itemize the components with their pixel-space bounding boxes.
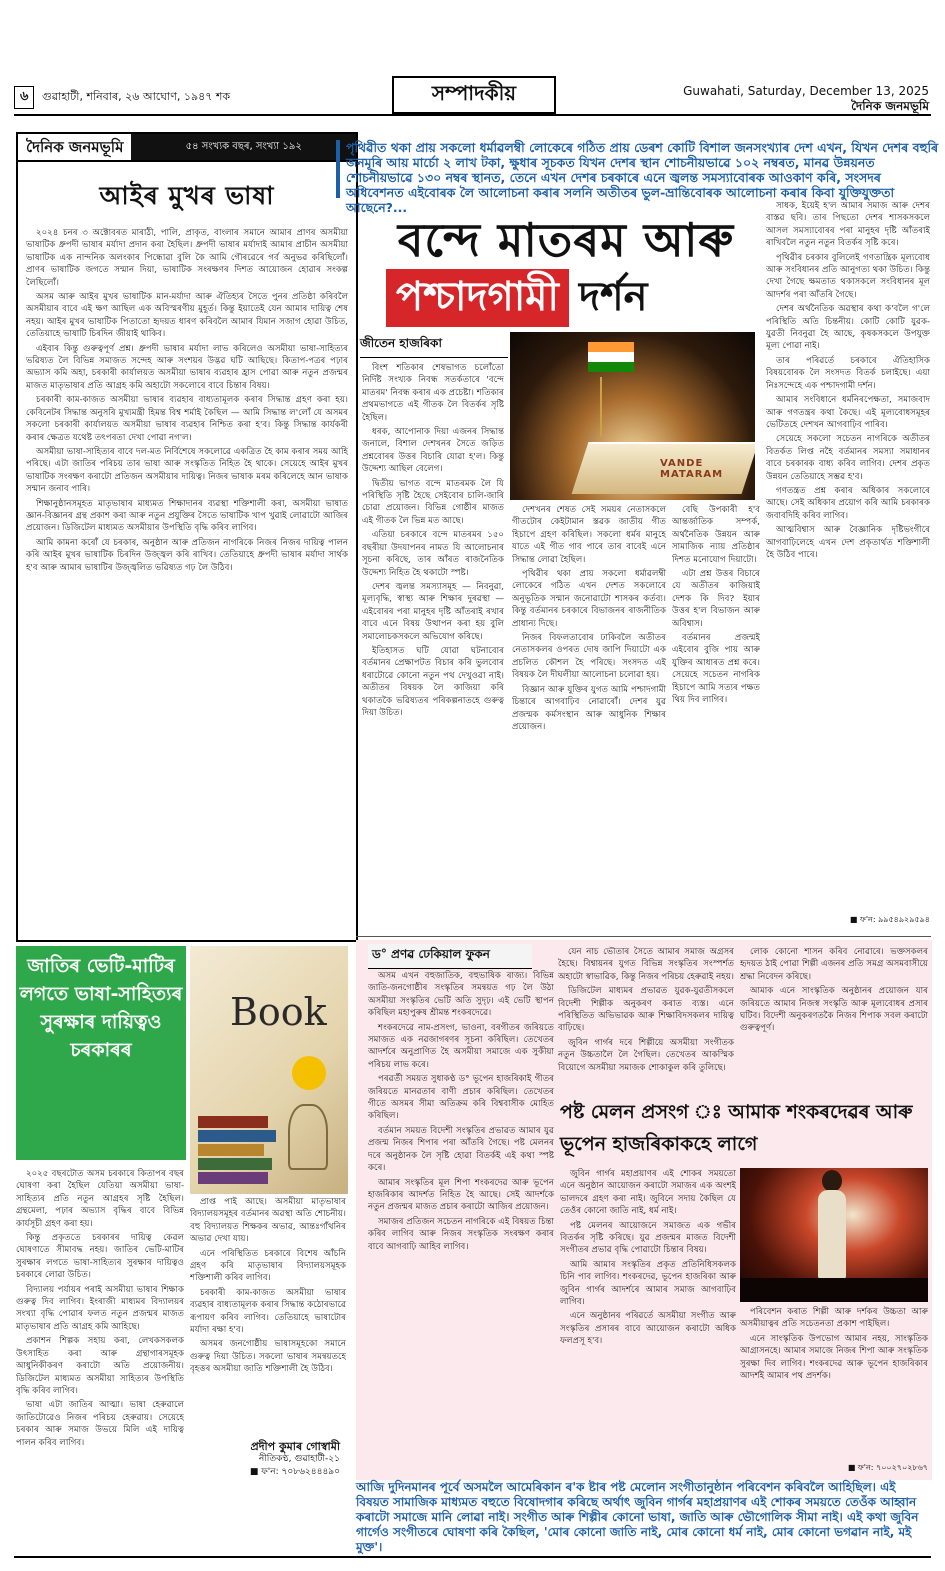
article-paragraph: আমাৰ সংস্কৃতিৰ মূল শিপা শংকৰদেৱ আৰু ভূপেন হাজৰিকাৰ আদৰ্শত নিহিত হৈ আছে। সেই আদৰ্শকে নতুন প্ৰজন্মৰ মাজত প্ৰচাৰ কৰাটো আজিৰ প্ৰয়োজন। [368,1177,554,1213]
article-paragraph: আত্মবিশ্বাস আৰু বৈজ্ঞানিক দৃষ্টিভংগীৰে আগবাঢ়িলেহে এখন দেশ প্ৰকৃতাৰ্থত শক্তিশালী হৈ উঠিব পাৰে। [766,525,930,560]
header-date-english: Guwahati, Saturday, December 13, 2025 [683,84,929,98]
article-paragraph: আমাৰ সংবিধানে ধৰ্মনিৰপেক্ষতা, সমাজবাদ আৰু গণতন্ত্ৰৰ কথা কৈছে। এই মূল্যবোধসমূহৰ ভেটিতহে দেশখন আগবাঢ়িব পাৰিব। [766,395,930,430]
main-article-column-3 [672,504,760,929]
main-article-phone: ■ ফ'ন: ৯৯৫৪৯২৯৫৯৪ [849,915,930,924]
article3-column-2 [558,946,734,1086]
editorial-paragraph: অসমীয়া ভাষা-সাহিত্যৰ বাবে দল-মত নিৰ্বিশেষে সকলোৱে একত্ৰিত হৈ কাম কৰাৰ সময় আহি পৰিছে। এটা জাতিৰ পৰিচয় তাৰ ভাষা আৰু সংস্কৃতিত নিহিত হৈ থাকে। সেয়েহে আইৰ মুখৰ ভাষাটিক সংৰক্ষণ কৰাটো প্ৰতিজন অসমীয়াৰ দায়িত্ব। নিজৰ ভাষাক মৰম কৰিলেহে আন ভাষাক সন্মান জনাব পাৰি। [26,446,348,495]
article-paragraph: দ্বিতীয় ভাগত বন্দে মাতৰমক লৈ যি পৰিস্থিতি সৃষ্টি হৈছে সেইবোৰ চালি-জাৰি চোৱা প্ৰয়োজন। বিভিন্ন গোষ্ঠীৰ মাজত এই গীতক লৈ ভিন্ন মত আছে। [362,478,504,526]
editorial-masthead-bar [18,134,356,162]
article2-phone: ■ ফ'ন: ৭০৮৬২৪৪৪৯০ [249,1467,340,1477]
editorial-box [16,132,358,942]
article-paragraph: এনে সাংস্কৃতিক উপভোগ আমাৰ নহয়, সাংস্কৃতিক আগ্ৰাসনহে। আমাৰ সমাজে নিজৰ শিপা আৰু সংস্কৃতিক সুৰক্ষা দিব লাগিব। শংকৰদেৱ আৰু ভূপেন হাজৰিকাৰ আদৰ্শই আমাৰ পথ প্ৰদৰ্শক। [740,1333,928,1382]
editorial-paragraph: চৰকাৰী কাম-কাজত অসমীয়া ভাষাৰ ব্যৱহাৰ বাধ্যতামূলক কৰাৰ সিদ্ধান্ত গ্ৰহণ কৰা হয়। কেবিনেটৰ সিদ্ধান্ত অনুসৰি মুখ্যমন্ত্ৰী হিমন্ত বিশ্ব শৰ্মাই কৈছিল — আমি সিদ্ধান্ত ল'লোঁ যে অসমৰ সকলো চৰকাৰী কাৰ্যালয়ত অসমীয়া ভাষাৰ ব্যৱহাৰ নিশ্চিত কৰা হ'ব। কিন্তু সিদ্ধান্ত কাৰ্যকৰী কৰাৰ ক্ষেত্ৰত যথেষ্ট তৎপৰতা দেখা পোৱা নগ'ল। [26,395,348,443]
section-divider [356,936,931,937]
article2-heading: জাতিৰ ভেটি-মাটিৰ লগতে ভাষা-সাহিত্যৰ সুৰক্ষাৰ দায়িত্বও চৰকাৰৰ [16,946,186,1160]
article-paragraph: বৰ্তমানৰ প্ৰজন্মই এইবোৰ বুজি পায় আৰু যুক্তিৰ আধাৰত প্ৰশ্ন কৰে। সেয়েহে সচেতন নাগৰিক হিচাপে আমি সত্যৰ পক্ষত থিয় দিব লাগিব। [672,633,760,706]
main-article-author: জীতেন হাজৰিকা [360,335,508,358]
article-paragraph: ভাষা এটা জাতিৰ আত্মা। ভাষা হেৰুৱালে জাতিটোৱেও নিজৰ পৰিচয় হেৰুৱায়। সেয়েহে চৰকাৰ আৰু সমাজ উভয়ে মিলি এই দায়িত্ব পালন কৰিব লাগিব। [16,1400,184,1448]
editorial-paragraph: ২০২৪ চনৰ ৩ অক্টোবৰত মাৰাঠী, পালি, প্ৰাকৃত, বাংলাৰ সমানে আমাৰ প্ৰাণৰ অসমীয়া ভাষাটিক ধ্ৰুপদী ভাষাৰ মৰ্যাদা প্ৰদান কৰা হৈছিল। ধ্ৰুপদী ভাষাৰ মৰ্যাদাই আমাৰ প্ৰাচীন অসমীয়া ভাষাটিক এক নান্দনিক অলংকাৰ পিন্ধোৱা বুলি কৈ আমি গৌৰৱেৰে গৰ্ব অনুভৱ কৰিছিলোঁ। প্ৰাণৰ ভাষাটিক জগতে সন্মান দিয়া, ভাষাটিক সংৰক্ষণৰ দিশত আয়োজন হোৱাৰ সংকল্প লৈছিলোঁ। [26,228,348,288]
main-article-title-line1: বন্দে মাতৰম আৰু [397,213,735,267]
singer-head-icon [822,1170,842,1192]
article-paragraph: এনে অনুষ্ঠানৰ পৰিৱৰ্তে অসমীয়া সংগীত আৰু সংস্কৃতিৰ প্ৰসাৰৰ বাবে আয়োজন কৰাটো অধিক ফলপ্ৰসূ হ'ব। [560,1311,736,1347]
article3-column-4 [560,1168,736,1458]
main-article-column-1 [362,362,504,929]
book-illustration [190,946,348,1194]
article-paragraph: পৰিবেশন কৰাত শিল্পী আৰু দৰ্শকৰ উচ্চতা আৰু অসমীয়াত্বৰ প্ৰতি সচেতনতা প্ৰকাশ পাইছিল। [740,1307,928,1330]
header-right [683,84,929,114]
bottom-highlight-note: আজি দুদিনমানৰ পূৰ্বে অসমলৈ আমেৰিকান ৰ'ক ষ্টাৰ পষ্ট মেলোন সংগীতানুষ্ঠান পৰিবেশন কৰিবলৈ আহিছিল। এই বিষয়ত সামাজিক মাধ্যমত বহুতে বিষোদগাৰ কৰিছে অৰ্থাৎ জুবিন গাৰ্গৰ মহাপ্ৰয়াণৰ এই শোকৰ সময়তে তেওঁক আহ্বান কৰাটো সমাজে মানি লোৱা নাই। সংগীত আৰু শিল্পীৰ কোনো ভাষা, জাতি আৰু ভৌগোলিক সীমা নাই। এই কথা জুবিন গাৰ্গেও সংগীতৰে ঘোষণা কৰি কৈছিল, 'মোৰ কোনো জাতি নাই, মোৰ কোনো ধৰ্ম নাই, মোৰ কোনো ভগৱান নাই, মই মুক্ত'। [356,1480,919,1554]
article-paragraph: এটা প্ৰশ্ন উত্তৰ বিচাৰে যে অতীতৰ কাজিয়াই দেশক কি দিব? ইয়াৰ উত্তৰ হ'ল বিভাজন আৰু অবিশ্বাস। [672,569,760,629]
main-article-title-black: দৰ্শন [578,273,648,320]
section-title: সম্পাদকীয় [392,76,556,114]
editorial-body [26,227,348,951]
article-paragraph: জুবিন গাৰ্গৰ দৰে শিল্পীয়ে অসমীয়া সংগীতক নতুন উচ্চতালৈ লৈ গৈছিল। তেখেতৰ আকস্মিক বিয়োগে অসমীয়া সমাজক শোকাকুল কৰি তুলিছে। [558,1037,734,1073]
article-paragraph: পৰৱৰ্তী সময়ত সুধাকণ্ঠ ড° ভূপেন হাজৰিকাই গীতৰ জৰিয়তে মানৱতাৰ বাণী প্ৰচাৰ কৰিছিল। তেখেতৰ গীতে অসমৰ সীমা অতিক্ৰম কৰি বিশ্ববাসীক মোহিত কৰিছিল। [368,1074,554,1122]
organic-seal-icon [292,1056,326,1090]
article-paragraph: যেন নাচ ভৌতাৰ সৈতে আমাৰ সমাজ অগ্ৰসৰ হৈছে। বিশ্বায়নৰ যুগত বিভিন্ন সংস্কৃতিৰ সংস্পৰ্শত অহাটো স্বাভাৱিক, কিন্তু নিজৰ পৰিচয় হেৰুৱাই নহয়। [558,947,734,982]
concert-photo [740,1168,928,1302]
editorial-volume: ৫৪ সংখ্যক বছৰ, সংখ্যা ১৯২ [131,134,356,160]
header-date-assamese: গুৱাহাটী, শনিবাৰ, ২৬ আঘোণ, ১৯৪৭ শক [41,90,231,103]
article-paragraph: ধৰক, আপোনাক দিয়া এজনৰ সিদ্ধান্ত জনালে, বিশাল দেশখনৰ সৈতে জড়িত প্ৰশ্নবোৰৰ উত্তৰ বিচাৰি যোৱা হ'ল। কিন্তু উদ্দেশ্য আছিল বেলেগ। [362,427,504,475]
vande-mataram-photo [510,332,755,500]
article-paragraph: নিজৰ বিফলতাবোৰ ঢাকিবলৈ অতীতৰ নেতাসকলৰ ওপৰত দোষ জাপি দিয়াটো এক প্ৰচলিত কৌশল হৈ পৰিছে। সংসদত এই বিষয়ক লৈ দীঘলীয়া আলোচনা চলোৱা হয়। [512,633,666,681]
article2-column-2 [190,1196,346,1432]
article-paragraph: বেছি উপকাৰী হ'ব আন্তৰ্জাতিক সম্পৰ্ক, অৰ্থনৈতিক উন্নয়ন আৰু সামাজিক ন্যায় প্ৰতিষ্ঠাৰ দিশত মনোযোগ দিয়াটো। [672,505,760,565]
main-article-lead: পৃথিৱীত থকা প্ৰায় সকলো ধৰ্মাৱলম্বী লোকেৰে গঠিত প্ৰায় ডেৰশ কোটি বিশাল জনসংখ্যাৰ দেশ এখন, যিখন দেশৰ বহুৰি জনমূৰি আয় মাৰ্চো ২ লাখ টকা, ক্ষুধাৰ সূচকত যিখন দেশৰ স্থান শোচনীয়ভাৱে ১০২ নম্বৰত, মানৱ উন্নয়নত শোচনীয়ভাৱে ১৩০ নম্বৰ স্থানত, তেনে এখন দেশৰ চৰকাৰে এনে জ্বলন্ত সমস্যাবোৰক আওকাণ কৰি, সংসদৰ অধিবেশনত এইবোৰক লৈ আলোচনা কৰাৰ সলনি অতীতৰ ভুল-ভ্ৰান্তিবোৰক আলোচনা কৰাৰ কিবা যুক্তিযুক্ততা আছেনে?... [336,140,942,198]
article-paragraph: বিজ্ঞান আৰু যুক্তিৰ যুগত আমি পশ্চাদগামী চিন্তাৰে আগবাঢ়িব নোৱাৰোঁ। দেশৰ যুৱ প্ৰজন্মক কৰ্মসংস্থান আৰু আধুনিক শিক্ষাৰ প্ৰয়োজন। [512,684,666,732]
article-paragraph: অসম এখন বহুজাতিক, বহুভাষিক ৰাজ্য। বিভিন্ন জাতি-জনগোষ্ঠীৰ সংস্কৃতিৰ সমন্বয়ত গঢ় লৈ উঠা অসমীয়া সংস্কৃতিৰ ভেটি অতি সুদৃঢ়। এই ভেটি স্থাপন কৰিছিল মহাপুৰুষ শ্ৰীমন্ত শংকৰদেৱে। [368,971,554,1019]
article-paragraph: ডিজিটেল মাধ্যমৰ প্ৰভাৱত যুৱক-যুৱতীসকলে বিদেশী শিল্পীক অনুকৰণ কৰাত ব্যস্ত। এনে পৰিস্থিতিত অভিভাৱক আৰু শিক্ষাবিদসকলৰ দায়িত্ব বাঢ়িছে। [558,986,734,1034]
editorial-paragraph: এইবাৰ কিন্তু গুৰুত্বপূৰ্ণ প্ৰশ্ন। ধ্ৰুপদী ভাষাৰ মৰ্যাদা লাভ কৰিলেও অসমীয়া ভাষা-সাহিত্যৰ ভৱিষ্যত লৈ বিভিন্ন সমাজত সন্দেহ আৰু সংশয়ৰ উদ্ভৱ ঘটি আছিছে। কিতাপ-পত্ৰৰ পঢ়াৰ অভ্যাস কমি অহা, চৰকাৰী কাৰ্যালয়ত অসমীয়া ভাষাৰ ব্যৱহাৰ হ্ৰাস পোৱা আৰু নতুন প্ৰজন্মৰ মাজত মাতৃভাষাৰ প্ৰতি আগ্ৰহ কমি অহাটো সকলোৰে বাবে চিন্তাৰ বিষয়। [26,343,348,391]
article3-column-3 [740,946,928,1094]
page-number: ৬ [14,86,34,109]
main-article-column-2 [512,504,666,929]
article3-author: ড° প্ৰণৱ ঢেকিয়াল ফুকন [368,944,532,969]
main-article-column-4 [766,200,930,910]
article-paragraph: আমাক এনে সাংস্কৃতিক অনুষ্ঠানৰ প্ৰয়োজন যাৰ জৰিয়তে আমাৰ নিজস্ব সংস্কৃতি আৰু মূল্যবোধৰ প্ৰসাৰ ঘটিব। বিদেশী অনুকৰণতকৈ নিজৰ শিপাক সবল কৰাটো গুৰুত্বপূৰ্ণ। [740,986,928,1034]
article-paragraph: বিংশ শতিকাৰ শেষভাগত চলোঁতো নিৰ্দিষ্ট সংখ্যক নিবন্ধ সতৰ্কতাৰে 'বন্দে মাতৰম' নিবন্ধ কৰাৰ এক প্ৰচেষ্টা। শতিকাৰ প্ৰথমভাগতে এই গীতক লৈ বিতৰ্কৰ সৃষ্টি হৈছিল। [362,363,504,423]
article-paragraph: এতিয়া চৰকাৰে বন্দে মাতৰমৰ ১৫০ বছৰীয়া উদযাপনৰ নামত যি আলোচনাৰ সূচনা কৰিছে, তাৰ আঁৰত ৰাজনৈতিক উদ্দেশ্য নিহিত হৈ থকাটো স্পষ্ট। [362,530,504,578]
article-paragraph: আমি আমাৰ সংস্কৃতিৰ প্ৰকৃত প্ৰতিনিধিসকলক চিনি পাব লাগিব। শংকৰদেৱ, ভূপেন হাজৰিকা আৰু জুবিন গাৰ্গৰ আদৰ্শৰে আমাৰ সমাজ আগবাঢ়িব লাগিব। [560,1259,736,1308]
article-paragraph: সাধক, ইয়েই হ'ল আমাৰ সমাজ আৰু দেশৰ বাস্তৱ ছবি। তাৰ পিছতো দেশৰ শাসকসকলে আসল সমস্যাবোৰৰ পৰা মানুহৰ দৃষ্টি আঁতৰাই ৰাখিবলৈ নতুন নতুন বিতৰ্কৰ সৃষ্টি কৰে। [766,201,930,249]
article-paragraph: ২০২৫ বছৰটোত অসম চৰকাৰে কিতাপৰ বছৰ ঘোষণা কৰা হৈছিল যেতিয়া অসমীয়া ভাষা-সাহিত্যৰ প্ৰতি নতুন আগ্ৰহৰ সৃষ্টি হৈছিল। গ্ৰন্থমেলা, পঢ়াৰ অভ্যাস বৃদ্ধিৰ বাবে বিভিন্ন কাৰ্যসূচী গ্ৰহণ কৰা হয়। [16,1169,184,1229]
flag-icon [588,342,634,372]
article-paragraph: সেয়েহে সকলো সচেতন নাগৰিকে অতীতৰ বিতৰ্কত লিপ্ত নহৈ বৰ্তমানৰ সমস্যা সমাধানৰ বাবে চৰকাৰক বাধ্য কৰিব লাগিব। দেশৰ প্ৰকৃত উন্নয়ন তেতিয়াহে সম্ভৱ হ'ব। [766,434,930,482]
article3-column-5 [740,1306,928,1458]
article2-column-1 [16,1168,184,1478]
article3-phone: ■ ফ'ন: ৭০০২৭০২৮৬৭ [847,1463,928,1472]
editorial-paragraph: শিক্ষানুষ্ঠানসমূহত মাতৃভাষাৰ মাধ্যমত শিক্ষাদানৰ ব্যৱস্থা শক্তিশালী কৰা, অসমীয়া ভাষাত জ্ঞান-বিজ্ঞানৰ গ্ৰন্থ প্ৰকাশ কৰা আৰু নতুন প্ৰযুক্তিৰ সৈতে ভাষাটিক খাপ খুৱাই লোৱাটো আজিৰ প্ৰয়োজন। ডিজিটেল মাধ্যমত অসমীয়াৰ উপস্থিতি বৃদ্ধি কৰিব লাগিব। [26,498,348,534]
article-paragraph: পৃথিৱীৰ চৰকাৰ বুলিলেই গণতান্ত্ৰিক মূল্যবোধ আৰু সংবিধানৰ প্ৰতি আনুগত্য থকা উচিত। কিন্তু দেখা গৈছে ক্ষমতাত থকাসকলে সংবিধানৰ মূল আদৰ্শৰ পৰা আঁতৰি গৈছে। [766,252,930,300]
article-paragraph: পষ্ট মেলনৰ আয়োজনে সমাজত এক গভীৰ বিতৰ্কৰ সৃষ্টি কৰিছে। যুৱ প্ৰজন্মৰ মাজত বিদেশী সংগীতৰ প্ৰভাৱ বৃদ্ধি পোৱাটো চিন্তাৰ বিষয়। [560,1220,736,1256]
article-paragraph: সমাজৰ প্ৰতিজন সচেতন নাগৰিকে এই বিষয়ত চিন্তা কৰিব লাগিব আৰু নিজৰ সংস্কৃতিক সংৰক্ষণ কৰাৰ বাবে আগবাঢ়ি আহিব লাগিব। [368,1216,554,1252]
header-rule [14,114,931,116]
article-paragraph: দেশৰ অৰ্থনৈতিক অৱস্থাৰ কথা ক'বলৈ গ'লে পৰিস্থিতি অতি চিন্তনীয়। কোটি কোটি যুৱক-যুৱতী নিবনুৱা হৈ আছে, কৃষকসকলে উপযুক্ত মূল্য পোৱা নাই। [766,304,930,352]
scales-of-justice-icon [600,377,642,437]
header-left [14,86,230,109]
article-paragraph: প্ৰকাশন শিল্পক সহায় কৰা, লেখকসকলক উৎসাহিত কৰা আৰু গ্ৰন্থাগাৰসমূহক আধুনিকীকৰণ কৰাটো অতি প্ৰয়োজনীয়। ডিজিটেল মাধ্যমত অসমীয়া সাহিত্যৰ উপস্থিতি বৃদ্ধি কৰিব লাগিব। [16,1336,184,1396]
main-article-title-line2 [386,268,766,328]
editorial-title: আইৰ মুখৰ ভাষা [99,181,275,210]
article-paragraph: এনে পৰিস্থিতিত চৰকাৰে বিশেষ আঁচনি গ্ৰহণ কৰি মাতৃভাষাৰ বিদ্যালয়সমূহক শক্তিশালী কৰিব লাগিব। [190,1248,346,1284]
oil-lamp-icon [288,1104,328,1170]
header-brand: দৈনিক জনমভূমি [851,99,929,113]
main-article-title-red: পশ্চাদগামী [386,269,569,327]
article-paragraph: কিন্তু প্ৰকৃততে চৰকাৰৰ দায়িত্ব কেৱল ঘোষণাতে সীমাবদ্ধ নহয়। জাতিৰ ভেটি-মাটিৰ সুৰক্ষাৰ লগতে ভাষা-সাহিত্যৰ সুৰক্ষাৰ দায়িত্বও চৰকাৰে লোৱা উচিত। [16,1233,184,1281]
article-paragraph: পৃথিৱীৰ থকা প্ৰায় সকলো ধৰ্মাৱলম্বী লোকেৰে গঠিত এখন দেশত সকলোৰে অনুভূতিক সন্মান জনোৱাটো শাসকৰ কৰ্তব্য। কিন্তু বৰ্তমানৰ চৰকাৰে বিভাজনৰ ৰাজনীতিক প্ৰাধান্য দিছে। [512,569,666,629]
article-paragraph: বৰ্তমান সময়ত বিদেশী সংস্কৃতিৰ প্ৰভাৱত আমাৰ যুৱ প্ৰজন্ম নিজৰ শিপাৰ পৰা আঁতৰি গৈছে। পষ্ট মেলনৰ দৰে অনুষ্ঠানক লৈ সৃষ্টি হোৱা বিতৰ্কই এই কথা স্পষ্ট কৰে। [368,1125,554,1174]
article-paragraph: শংকৰদেৱে নাম-প্ৰসংগ, ভাওনা, বৰগীতৰ জৰিয়তে সমাজত এক নৱজাগৰণৰ সূচনা কৰিছিল। তেখেতৰ আদৰ্শৰে অনুপ্ৰাণিত হৈ অসমীয়া সমাজে এক সুকীয়া পৰিচয় লাভ কৰে। [368,1022,554,1070]
article2-author: প্ৰদীপ কুমাৰ গোস্বামী [250,1440,340,1453]
article-paragraph: ইতিহাসত ঘটি যোৱা ঘটনাবোৰ বৰ্তমানৰ প্ৰেক্ষাপটত বিচাৰ কৰি ভুলবোৰ ধৰাটোৱে কোনো নতুন পথ দেখুওৱা নাই। অতীতৰ বিষয়ক লৈ কাজিয়া কৰি থকাতকৈ ভৱিষ্যতৰ পৰিকল্পনাতহে গুৰুত্ব দিয়া উচিত। [362,645,504,718]
article-paragraph: চৰকাৰী কাম-কাজত অসমীয়া ভাষাৰ ব্যৱহাৰ বাধ্যতামূলক কৰাৰ সিদ্ধান্ত কঠোৰভাৱে ৰূপায়ণ কৰিব লাগিব। তেতিয়াহে ভাষাটোৰ মৰ্যাদা ৰক্ষা হ'ব। [190,1287,346,1336]
book-caption: VANDE MATARAM [660,458,724,480]
article3-column-1 [368,970,554,1480]
article-paragraph: তাৰ পৰিৱৰ্তে চৰকাৰে ঐতিহাসিক বিষয়বোৰক লৈ সংসদত বিতৰ্ক চলাইছে। এয়া নিঃসন্দেহে এক পশ্চাদগামী দৰ্শন। [766,355,930,391]
article-paragraph: দেশখনৰ শেষত সেই সময়ৰ নেতাসকলে গীতটোৰ কেইটামান স্তৱক জাতীয় গীত হিচাপে গ্ৰহণ কৰিছিল। সকলো ধৰ্মৰ মানুহে যাতে এই গীত গাব পাৰে তাৰ বাবেই এনে সিদ্ধান্ত লোৱা হৈছিল। [512,505,666,565]
editorial-masthead: দৈনিক জনমভূমি [18,134,131,160]
article2-signature [190,1440,340,1479]
article-paragraph: লোক কোনো শাসন কৰিব নোৱাৰে। ভক্তসকলৰ হৃদয়ত ঠাই পোৱা শিল্পী এজনৰ প্ৰতি সমগ্ৰ অসমবাসীয়ে শ্ৰদ্ধা নিবেদন কৰিছে। [740,947,928,982]
article-paragraph: অসমৰ জনগোষ্ঠীয় ভাষাসমূহকো সমানে গুৰুত্ব দিয়া উচিত। সকলো ভাষাৰ সমন্বয়তহে বৃহত্তৰ অসমীয়া জাতি শক্তিশালী হৈ উঠিব। [190,1339,346,1375]
article2-place: নীতিকণ্ঠ, গুৱাহাটী-২১ [258,1454,340,1464]
footer-rule [14,1556,931,1558]
editorial-paragraph: অসম আৰু আইৰ মুখৰ ভাষাটিক মান-মৰ্যাদা আৰু ঐতিহ্যৰ সৈতে পুনৰ প্ৰতিষ্ঠা কৰিবলৈ অসমীয়াৰ বাবে এই ক্ষণ আছিল এক অবিস্মৰণীয় মুহূৰ্ত। কিন্তু ইয়াতেই যেন আমাৰ দায়িত্ব শেষ নহয়। আইৰ মুখৰ ভাষাটিক পিতাতো হৃদয়ত ধাৰণ কৰিবলৈ আমাৰ যিমান সজাগ হোৱা উচিত, তেতিয়াহে ভাষাটি চিৰদিন জীয়াই থাকিব। [26,292,348,340]
singer-figure-icon [818,1190,846,1280]
article-paragraph: গণতন্ত্ৰত প্ৰশ্ন কৰাৰ অধিকাৰ সকলোৰে আছে। সেই অধিকাৰ প্ৰয়োগ কৰি আমি চৰকাৰক জবাবদিহি কৰিব লাগিব। [766,485,930,521]
book-stack-icon [198,1116,278,1186]
article3-title: পষ্ট মেলন প্ৰসংগ ঃ আমাক শংকৰদেৱৰ আৰু ভূপেন হাজৰিকাকহে লাগে [560,1101,913,1155]
article-paragraph: প্ৰাপ্ত পাই আছে। অসমীয়া মাতৃভাষাৰ বিদ্যালয়সমূহৰ বৰ্তমানৰ অৱস্থা অতি শোচনীয়। বহু বিদ্যালয়ত শিক্ষকৰ অভাৱ, আন্তঃগাঁথনিৰ অভাৱ দেখা যায়। [190,1197,346,1245]
article-paragraph: জুবিন গাৰ্গৰ মহাপ্ৰয়াণৰ এই শোকৰ সময়তো এনে অনুষ্ঠান আয়োজন কৰাটো সমাজৰ এক অংশই ভালদৰে গ্ৰহণ কৰা নাই। জুবিনে সদায় কৈছিল যে তেওঁৰ কোনো জাতি নাই, ধৰ্ম নাই। [560,1169,736,1217]
editorial-paragraph: আমি কামনা কৰোঁ যে চৰকাৰ, অনুষ্ঠান আৰু প্ৰতিজন নাগৰিকে নিজৰ নিজৰ দায়িত্ব পালন কৰি আইৰ মুখৰ ভাষাটিক চিৰদিন উজ্জ্বল কৰি ৰাখিব। তেতিয়াহে ধ্ৰুপদী ভাষাৰ মৰ্যাদা সাৰ্থক হ'ব আৰু আমাৰ ভাষাটিৰ উজ্জ্বলিত ভৱিষ্যত গঢ় লৈ উঠিব। [26,537,348,573]
article-paragraph: দেশৰ জ্বলন্ত সমস্যাসমূহ — নিবনুৱা, মূল্যবৃদ্ধি, স্বাস্থ্য আৰু শিক্ষাৰ দুৰৱস্থা — এইবোৰৰ পৰা মানুহৰ দৃষ্টি আঁতৰাই ৰখাৰ বাবে এনে বিষয় উত্থাপন কৰা হয় বুলি সমালোচকসকলে অভিযোগ কৰিছে। [362,581,504,642]
crowd-silhouette [740,1278,928,1302]
book-word: Book [230,990,327,1034]
article-paragraph: বিদ্যালয় পৰ্যায়ৰ পৰাই অসমীয়া ভাষাৰ শিক্ষাক গুৰুত্ব দিব লাগিব। ইংৰাজী মাধ্যমৰ বিদ্যালয়ৰ সংখ্যা বৃদ্ধি পোৱাৰ ফলত নতুন প্ৰজন্মৰ মাজত মাতৃভাষাৰ প্ৰতি আগ্ৰহ কমি আহিছে। [16,1284,184,1332]
